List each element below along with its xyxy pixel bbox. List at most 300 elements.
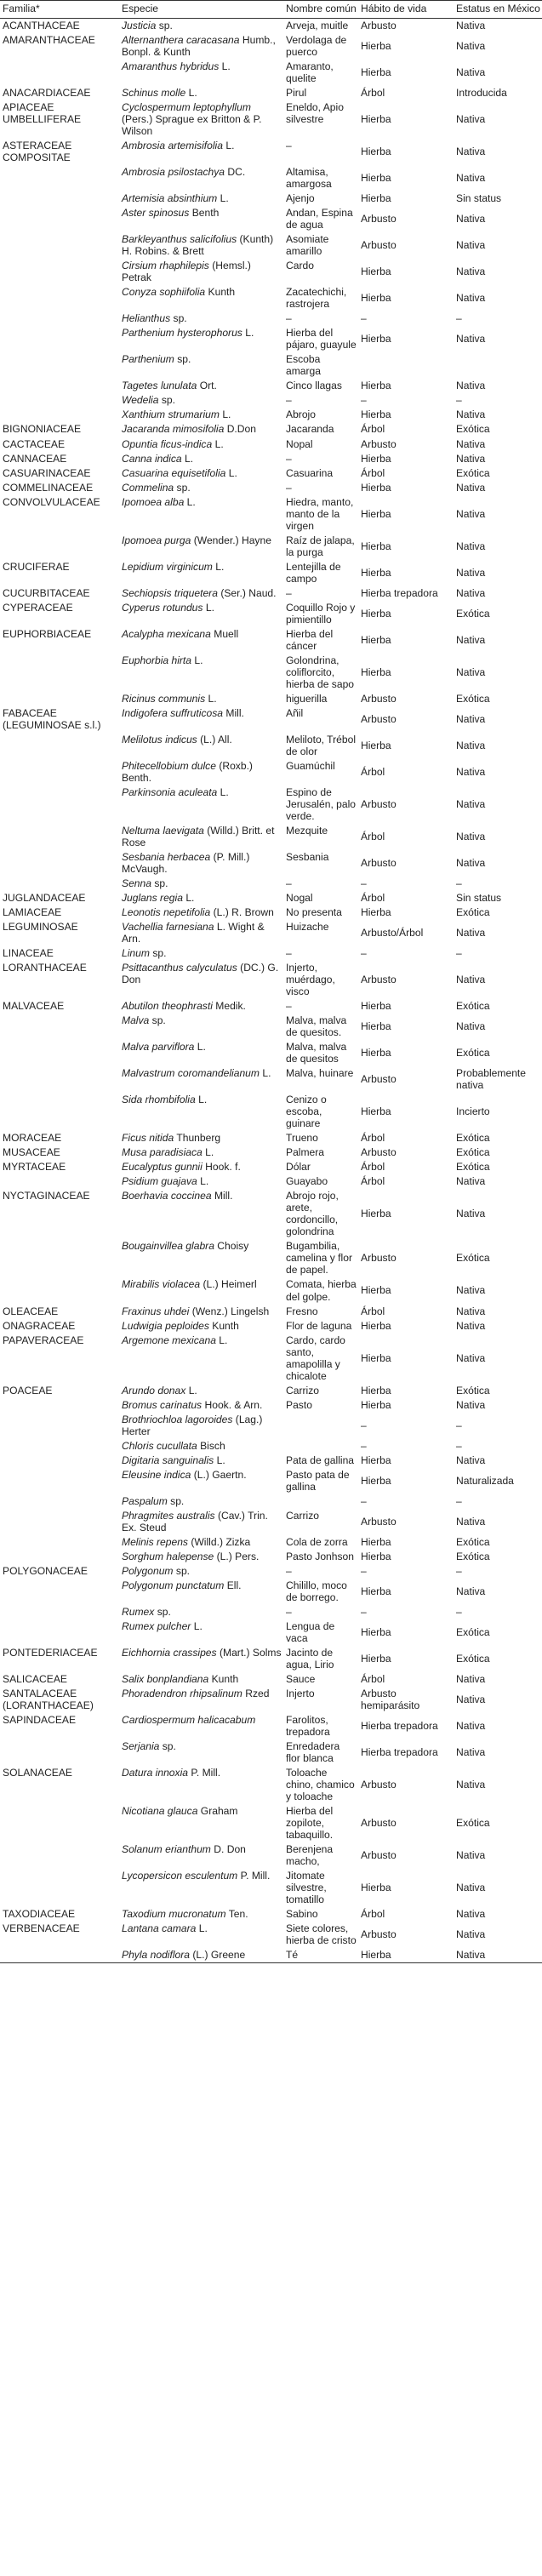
table-row <box>0 1131 542 1145</box>
cell-nombre-comun: Toloache chino, chamico y toloache <box>286 1767 355 1803</box>
species-name: Phragmites australis <box>122 1509 215 1522</box>
cell-familia <box>0 393 119 408</box>
species-author: L. <box>200 1175 209 1188</box>
cell-familia <box>0 1842 119 1869</box>
cell-familia <box>0 1398 119 1413</box>
table-row <box>0 19 542 34</box>
species-name: Lepidium virginicum <box>122 560 213 573</box>
cell-estatus: Exótica <box>456 1535 490 1548</box>
cell-especie <box>119 1535 283 1550</box>
cell-familia <box>0 1494 119 1509</box>
table-row <box>0 891 542 905</box>
cell-habito: Árbol <box>361 892 385 905</box>
species-author: (L.) Heimerl <box>203 1278 257 1291</box>
cell-estatus: Nativa <box>456 1208 486 1220</box>
cell-familia: FABACEAE (LEGUMINOSAE s.l.) <box>3 706 101 731</box>
species-name: Nicotiana glauca <box>122 1805 198 1818</box>
cell-especie <box>119 232 283 259</box>
cell-estatus: Nativa <box>456 1398 486 1411</box>
cell-nombre-comun: – <box>286 586 292 599</box>
cell-especie <box>119 86 283 100</box>
table-row <box>0 1535 542 1550</box>
cell-familia <box>0 1040 119 1066</box>
cell-habito: Hierba <box>358 1948 454 1963</box>
cell-estatus: – <box>456 947 462 960</box>
cell-habito: – <box>361 1439 367 1452</box>
cell-estatus: Nativa <box>456 1779 486 1791</box>
species-name: Sida rhombifolia <box>122 1094 196 1106</box>
cell-nombre-comun: Nogal <box>286 892 313 905</box>
cell-especie <box>119 1687 283 1713</box>
species-name: Psittacanthus calyculatus <box>122 962 237 974</box>
species-author: sp. <box>152 947 167 960</box>
cell-nombre-comun: Abrojo rojo, arete, cordoncillo, golondrina <box>286 1190 339 1238</box>
cell-especie <box>119 1579 283 1605</box>
cell-habito: Arbusto <box>361 1146 397 1159</box>
cell-nombre-comun: – <box>286 481 292 494</box>
cell-familia: MUSACEAE <box>3 1146 60 1159</box>
species-name: Linum <box>122 947 150 960</box>
species-author: L. <box>262 1067 271 1080</box>
species-author: L. <box>205 1146 214 1159</box>
cell-familia <box>0 1454 119 1468</box>
species-author: L. <box>184 452 194 465</box>
table-row <box>0 999 542 1014</box>
table-row <box>0 1605 542 1619</box>
species-name: Ludwigia peploides <box>122 1319 209 1332</box>
species-name: Lantana camara <box>122 1922 197 1935</box>
cell-familia <box>0 1277 119 1304</box>
table-row <box>0 1160 542 1174</box>
cell-nombre-comun: Enredadera flor blanca <box>286 1740 340 1765</box>
cell-habito: Árbol <box>361 1161 385 1174</box>
cell-nombre-comun: Mezquite <box>286 824 328 837</box>
species-author: sp. <box>157 1605 171 1618</box>
species-name: Sorghum halepense <box>122 1550 214 1562</box>
cell-habito: Árbol <box>361 1672 385 1685</box>
header-especie: Especie <box>119 1 283 19</box>
table-row <box>0 1468 542 1494</box>
table-row <box>0 1766 542 1804</box>
species-name: Melinis repens <box>122 1535 188 1548</box>
cell-especie <box>119 379 283 393</box>
cell-especie <box>119 1305 283 1319</box>
species-name: Sesbania herbacea <box>122 850 211 863</box>
cell-nombre-comun: Amaranto, quelite <box>286 60 334 85</box>
cell-especie <box>119 1550 283 1564</box>
species-author: Ten. <box>228 1908 248 1921</box>
cell-familia <box>0 850 119 877</box>
cell-nombre-comun: Altamisa, amargosa <box>286 166 332 191</box>
cell-estatus: Nativa <box>456 1908 486 1921</box>
species-name: Boerhavia coccinea <box>122 1190 212 1202</box>
species-author: (Hemsl.) Petrak <box>122 260 251 284</box>
cell-habito: Árbol <box>361 1908 385 1921</box>
cell-estatus: Exótica <box>456 1047 490 1060</box>
cell-especie <box>119 326 283 352</box>
species-author: Humb., Bonpl. & Kunth <box>122 34 276 59</box>
table-row <box>0 1579 542 1605</box>
cell-especie <box>119 33 283 60</box>
cell-habito: Hierba <box>361 1652 391 1665</box>
species-author: (Willd.) Britt. et Rose <box>122 824 275 848</box>
cell-familia: CANNACEAE <box>3 452 67 465</box>
species-author: (Pers.) Sprague ex Britton & P. Wilson <box>122 113 262 138</box>
cell-estatus: Nativa <box>456 1515 486 1528</box>
cell-habito: Arbusto <box>361 692 397 705</box>
species-author: sp. <box>158 20 173 32</box>
table-row <box>0 1334 542 1384</box>
cell-nombre-comun: Pasto Jonhson <box>286 1550 355 1562</box>
cell-familia: LINACEAE <box>3 947 54 960</box>
cell-familia <box>0 1535 119 1550</box>
species-name: Cirsium rhaphilepis <box>122 260 209 272</box>
cell-familia <box>0 1014 119 1040</box>
species-name: Acalypha mexicana <box>122 627 211 640</box>
cell-especie <box>119 733 283 759</box>
cell-nombre-comun: Lengua de vaca <box>286 1619 335 1644</box>
species-author: Choisy <box>217 1240 249 1253</box>
cell-especie <box>119 1739 283 1766</box>
cell-nombre-comun: – <box>286 1605 292 1618</box>
species-name: Senna <box>122 877 151 890</box>
cell-estatus: Nativa <box>456 1319 486 1332</box>
cell-nombre-comun: Jacaranda <box>286 423 334 436</box>
species-author: Ell. <box>226 1579 242 1591</box>
table-row <box>0 1305 542 1319</box>
table-row <box>0 481 542 495</box>
cell-especie <box>119 206 283 232</box>
table-row <box>0 1439 542 1454</box>
species-name: Ipomoea purga <box>122 534 191 546</box>
cell-habito: Árbol <box>361 765 385 778</box>
species-name: Melilotus indicus <box>122 733 197 745</box>
table-row <box>0 733 542 759</box>
species-name: Lycopersicon esculentum <box>122 1870 238 1882</box>
cell-especie <box>119 1804 283 1842</box>
cell-familia <box>0 1509 119 1535</box>
cell-familia <box>0 1093 119 1131</box>
cell-nombre-comun: Bugambilia, camelina y flor de papel. <box>286 1240 352 1277</box>
cell-familia: VERBENACEAE <box>3 1922 80 1935</box>
species-author: L. <box>188 87 197 100</box>
cell-habito: Arbusto <box>361 1817 397 1830</box>
cell-habito: Arbusto <box>361 1073 397 1086</box>
cell-estatus: Nativa <box>456 540 486 552</box>
table-row <box>0 86 542 100</box>
cell-nombre-comun: Raíz de jalapa, la purga <box>286 534 355 558</box>
table-row <box>0 1066 542 1093</box>
species-name: Phitecellobium dulce <box>122 759 216 772</box>
cell-nombre-comun: Malva, malva de quesitos. <box>286 1014 347 1039</box>
cell-habito: Arbusto <box>361 213 397 226</box>
table-row <box>0 706 542 733</box>
cell-habito: Arbusto <box>361 437 397 450</box>
table-row <box>0 191 542 206</box>
table-row <box>0 1804 542 1842</box>
cell-habito: Arbusto <box>361 974 397 986</box>
cell-especie <box>119 961 283 999</box>
cell-especie <box>119 1605 283 1619</box>
cell-nombre-comun: Farolitos, trepadora <box>286 1713 330 1738</box>
cell-habito: Hierba <box>361 1319 391 1332</box>
cell-estatus: Nativa <box>456 586 486 599</box>
species-author: (L.) Greene <box>192 1949 246 1962</box>
cell-especie <box>119 1842 283 1869</box>
cell-nombre-comun: Ajenjo <box>286 192 315 205</box>
cell-estatus: Nativa <box>456 1020 486 1033</box>
cell-estatus: Nativa <box>456 1351 486 1364</box>
cell-familia <box>0 692 119 706</box>
cell-nombre-comun: Lentejilla de campo <box>286 560 341 585</box>
cell-especie <box>119 1413 283 1439</box>
cell-estatus: Exótica <box>456 1817 490 1830</box>
species-name: Phyla nodiflora <box>122 1949 191 1962</box>
species-author: sp. <box>151 1014 166 1027</box>
cell-habito: Arbusto <box>361 797 397 810</box>
table-row <box>0 1398 542 1413</box>
cell-estatus: Naturalizada <box>456 1474 514 1487</box>
cell-estatus: Nativa <box>456 927 486 940</box>
species-name: Phoradendron rhipsalinum <box>122 1687 242 1699</box>
cell-familia: ONAGRACEAE <box>3 1319 76 1332</box>
cell-nombre-comun: – <box>286 1564 292 1577</box>
species-author: (Roxb.) Benth. <box>122 759 253 784</box>
cell-habito: Arbusto <box>361 239 397 252</box>
cell-estatus: Introducida <box>456 87 507 100</box>
table-row <box>0 1646 542 1672</box>
species-author: sp. <box>170 1494 185 1507</box>
cell-nombre-comun: Dólar <box>286 1161 311 1174</box>
cell-nombre-comun: Golondrina, coliflorcito, hierba de sapo <box>286 654 355 690</box>
cell-estatus: Nativa <box>456 172 486 185</box>
cell-familia <box>0 1739 119 1766</box>
cell-especie <box>119 1439 283 1454</box>
cell-habito: Árbol <box>361 830 385 842</box>
cell-especie <box>119 1277 283 1304</box>
cell-habito: Árbol <box>361 466 385 479</box>
cell-habito: Arbusto <box>361 1928 397 1941</box>
cell-estatus: Nativa <box>456 1746 486 1759</box>
cell-familia: EUPHORBIACEAE <box>3 627 92 640</box>
cell-especie <box>119 1922 283 1948</box>
cell-estatus: Nativa <box>456 239 486 252</box>
cell-nombre-comun <box>283 1494 358 1509</box>
cell-especie <box>119 1384 283 1398</box>
cell-habito: – <box>361 312 367 325</box>
table-row <box>0 586 542 601</box>
species-name: Taxodium mucronatum <box>122 1908 226 1921</box>
species-author: L. <box>185 892 195 905</box>
cell-nombre-comun: Malva, huinare <box>286 1067 354 1080</box>
cell-estatus: Sin status <box>456 892 502 905</box>
cell-familia: AMARANTHACEAE <box>3 34 95 47</box>
species-author: Kunth <box>212 1319 239 1332</box>
cell-especie <box>119 905 283 920</box>
cell-nombre-comun: Trueno <box>286 1132 318 1145</box>
cell-familia <box>0 1439 119 1454</box>
species-name: Salix bonplandiana <box>122 1672 209 1685</box>
cell-familia <box>0 285 119 311</box>
species-author: L. <box>198 1922 208 1935</box>
species-name: Casuarina equisetifolia <box>122 466 226 479</box>
cell-especie <box>119 437 283 452</box>
species-name: Musa paradisiaca <box>122 1146 203 1159</box>
cell-habito: – <box>361 1419 367 1431</box>
table-header <box>0 1 542 19</box>
species-name: Eleusine indica <box>122 1468 191 1481</box>
cell-especie <box>119 1619 283 1646</box>
cell-nombre-comun: Té <box>283 1948 358 1963</box>
cell-especie <box>119 824 283 850</box>
cell-nombre-comun: Pata de gallina <box>286 1454 355 1466</box>
species-author: L. <box>186 495 196 508</box>
species-author: L. <box>219 1334 228 1346</box>
cell-familia <box>0 1174 119 1189</box>
cell-estatus: Exótica <box>456 607 490 620</box>
table-row <box>0 495 542 534</box>
cell-estatus: – <box>456 877 462 890</box>
cell-familia <box>0 352 119 379</box>
cell-nombre-comun: Malva, malva de quesitos <box>286 1041 347 1065</box>
cell-especie <box>119 1066 283 1093</box>
species-author: (Cav.) Trin. Ex. Steud <box>122 1509 268 1534</box>
species-author: L. <box>222 408 231 421</box>
table-row <box>0 1619 542 1646</box>
cell-nombre-comun: higuerilla <box>286 692 328 705</box>
table-row <box>0 785 542 824</box>
cell-habito: Hierba trepadora <box>361 586 438 599</box>
cell-especie <box>119 139 283 165</box>
header-row <box>0 1 542 19</box>
cell-familia <box>0 165 119 191</box>
species-name: Commelina <box>122 481 174 494</box>
species-name: Rumex pulcher <box>122 1619 191 1632</box>
table-row <box>0 1093 542 1131</box>
cell-estatus: Nativa <box>456 66 486 79</box>
cell-familia <box>0 1948 119 1963</box>
table-row <box>0 1413 542 1439</box>
species-name: Chloris cucullata <box>122 1439 197 1452</box>
cell-familia: NYCTAGINACEAE <box>3 1190 90 1202</box>
cell-nombre-comun: Guamúchil <box>286 759 335 772</box>
table-row <box>0 1145 542 1160</box>
table-row <box>0 946 542 961</box>
species-name: Abutilon theophrasti <box>122 1000 213 1013</box>
cell-familia: CYPERACEAE <box>3 601 73 614</box>
cell-familia <box>0 654 119 692</box>
table-row <box>0 534 542 560</box>
table-row <box>0 422 542 437</box>
cell-nombre-comun: Cola de zorra <box>286 1535 348 1548</box>
table-row <box>0 165 542 191</box>
species-author: Benth <box>191 207 220 220</box>
cell-especie <box>119 1713 283 1739</box>
cell-nombre-comun: Jacinto de agua, Lirio <box>286 1646 334 1671</box>
cell-especie <box>119 1334 283 1384</box>
species-name: Juglans regia <box>122 892 183 905</box>
cell-habito: Arbusto hemiparásito <box>361 1687 420 1711</box>
species-author: L. <box>245 327 254 340</box>
species-author: L. <box>197 1041 206 1054</box>
table-row <box>0 560 542 586</box>
species-author: Graham <box>200 1805 238 1818</box>
cell-familia: SAPINDACEAE <box>3 1713 77 1726</box>
species-name: Neltuma laevigata <box>122 824 204 837</box>
species-name: Brothriochloa lagoroides <box>122 1413 233 1425</box>
species-author: (Wenz.) Lingelsh <box>191 1305 270 1317</box>
cell-habito: – <box>361 394 367 407</box>
species-name: Barkleyanthus salicifolius <box>122 233 237 246</box>
table-body <box>0 19 542 1963</box>
cell-nombre-comun: Abrojo <box>286 408 316 421</box>
cell-familia: ASTERACEAE COMPOSITAE <box>3 140 72 164</box>
cell-familia: PAPAVERACEAE <box>3 1334 84 1346</box>
species-author: Medik. <box>215 1000 246 1013</box>
species-author: L. <box>215 560 225 573</box>
cell-habito: Hierba <box>361 1000 391 1013</box>
species-author: sp. <box>154 877 168 890</box>
cell-nombre-comun: Cardo, cardo santo, amapolilla y chicalote <box>286 1334 345 1382</box>
cell-estatus: Nativa <box>456 266 486 278</box>
cell-especie <box>119 1646 283 1672</box>
cell-estatus: Exótica <box>456 1550 490 1562</box>
cell-estatus: Nativa <box>456 1454 486 1466</box>
species-name: Euphorbia hirta <box>122 654 192 666</box>
species-author: Rzed <box>245 1687 270 1699</box>
species-name: Jacaranda mimosifolia <box>122 423 225 436</box>
cell-estatus: Nativa <box>456 1882 486 1894</box>
table-row <box>0 437 542 452</box>
species-author: L. <box>214 437 224 450</box>
species-name: Polygonum punctatum <box>122 1579 225 1591</box>
cell-especie <box>119 1869 283 1907</box>
species-author: (L.) Pers. <box>216 1550 260 1562</box>
cell-especie <box>119 1494 283 1509</box>
cell-nombre-comun: – <box>286 1000 292 1013</box>
cell-habito: Hierba <box>361 1474 391 1487</box>
cell-nombre-comun: Carrizo <box>286 1509 319 1522</box>
cell-estatus: Nativa <box>456 481 486 494</box>
species-name: Vachellia farnesiana <box>122 921 214 934</box>
species-name: Indigofera suffruticosa <box>122 706 223 719</box>
species-name: Argemone mexicana <box>122 1334 216 1346</box>
cell-estatus: – <box>456 1605 462 1618</box>
cell-estatus: Exótica <box>456 1000 490 1013</box>
cell-estatus: Nativa <box>456 566 486 579</box>
cell-familia <box>0 60 119 86</box>
cell-especie <box>119 946 283 961</box>
table-row <box>0 1564 542 1579</box>
cell-especie <box>119 586 283 601</box>
cell-nombre-comun: Guayabo <box>286 1175 328 1188</box>
cell-nombre-comun: Andan, Espina de agua <box>286 207 353 231</box>
cell-familia: ANACARDIACEAE <box>3 87 91 100</box>
cell-familia <box>0 206 119 232</box>
cell-especie <box>119 481 283 495</box>
table-row <box>0 1713 542 1739</box>
cell-habito: Arbusto <box>361 1252 397 1265</box>
species-name: Malva <box>122 1014 150 1027</box>
cell-especie <box>119 191 283 206</box>
cell-nombre-comun: Asomiate amarillo <box>286 233 329 258</box>
cell-estatus: Exótica <box>456 1132 490 1145</box>
cell-habito: Árbol <box>361 87 385 100</box>
cell-familia <box>0 785 119 824</box>
table-row <box>0 692 542 706</box>
cell-estatus: Nativa <box>456 797 486 810</box>
cell-especie <box>119 706 283 733</box>
